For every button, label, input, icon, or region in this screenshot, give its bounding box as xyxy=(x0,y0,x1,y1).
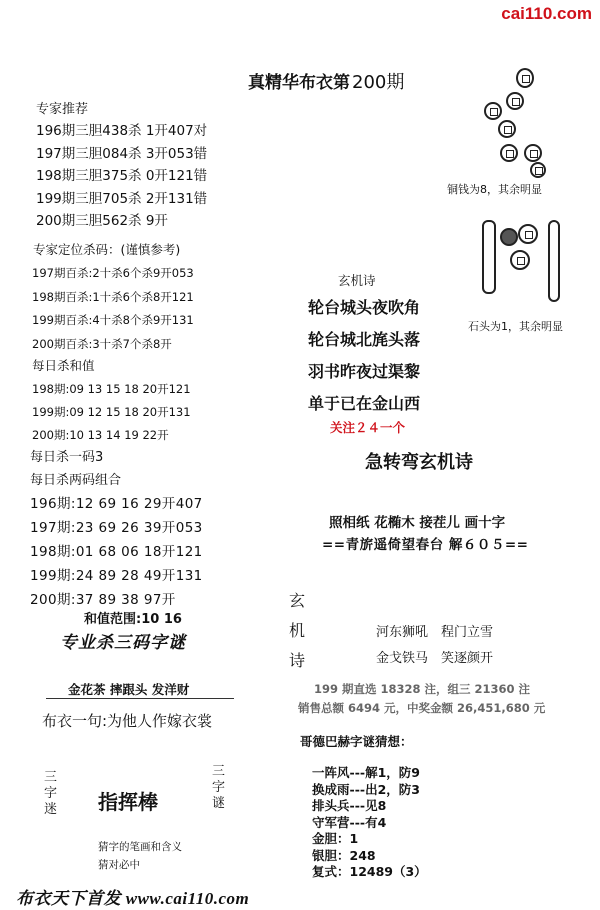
expert-line: 200期三胆562杀 9开 xyxy=(36,213,168,229)
coin-icon xyxy=(484,102,502,120)
expert-heading: 专家推荐 xyxy=(36,102,89,117)
xuanji-lines xyxy=(376,620,493,672)
xuanji-label: 玄机诗 xyxy=(338,273,376,288)
coin-icon xyxy=(524,144,542,162)
position-line: 197期百杀:2十杀6个杀9开053 xyxy=(32,266,194,280)
coin-icon xyxy=(500,144,518,162)
kill-two-line: 200期:37 89 38 97开 xyxy=(30,592,176,608)
coin-icon xyxy=(498,120,516,138)
pro-riddle-title: 专业杀三码字谜 xyxy=(60,633,186,653)
stone-icon xyxy=(500,228,518,246)
position-line: 199期百杀:4十杀8个杀9开131 xyxy=(32,313,194,327)
sum-heading: 每日杀和值 xyxy=(32,358,95,373)
position-heading: 专家定位杀码：(谨慎参考) xyxy=(33,242,181,257)
footer-publisher: 布衣天下首发 www.cai110.com xyxy=(16,889,250,908)
riddle-right-char: 字 xyxy=(212,780,226,795)
sum-range: 和值范围:10 16 xyxy=(84,612,182,627)
riddle-answer-zhihuibang: 指挥棒 xyxy=(98,790,158,814)
coin-icon xyxy=(506,92,524,110)
riddle-left-vertical xyxy=(44,770,57,818)
sum-line: 200期:10 13 14 19 22开 xyxy=(32,428,169,442)
site-watermark: cai110.com xyxy=(501,4,592,23)
kill-two-line: 196期:12 69 16 29开407 xyxy=(30,496,203,512)
poem-line: 轮台城头夜吹角 xyxy=(308,298,421,317)
stones-caption: 石头为1，其余明显 xyxy=(468,320,563,333)
stone-column-icon xyxy=(548,220,560,302)
kill-one-code: 每日杀一码3 xyxy=(30,450,104,465)
riddle-right-vertical xyxy=(212,764,225,812)
riddle-left-char: 字 xyxy=(44,786,58,801)
coin-icon xyxy=(518,224,538,244)
sum-line: 198期:09 13 15 18 20开121 xyxy=(32,382,191,396)
urgent-title: 急转弯玄机诗 xyxy=(365,452,473,473)
gothe-line: 排头兵---见8 xyxy=(312,798,387,813)
xuanji-vertical-char: 玄 xyxy=(289,591,306,610)
sales-info xyxy=(298,680,545,718)
xuanji-line: 金戈铁马 笑逐颜开 xyxy=(376,651,494,666)
stones-figure xyxy=(482,208,572,304)
kill-two-line: 199期:24 89 28 49开131 xyxy=(30,568,203,584)
guess-line: 猜对必中 xyxy=(98,859,140,871)
gothe-line: 复式：12489（3） xyxy=(312,864,427,879)
expert-line: 198期三胆375杀 0开121错 xyxy=(36,168,208,184)
poem-line: 轮台城北旄头落 xyxy=(308,330,421,349)
guess-notes xyxy=(98,838,182,874)
riddle-right-char: 谜 xyxy=(212,796,226,811)
title-issue: 200期 xyxy=(352,72,405,93)
coin-icon xyxy=(510,250,530,270)
gothe-list xyxy=(312,765,427,881)
coins-figure xyxy=(480,62,560,182)
xuanji-vertical-char: 诗 xyxy=(289,651,306,670)
gothe-line: 金胆：1 xyxy=(312,831,359,846)
poem xyxy=(308,292,420,420)
kill-two-line: 198期:01 68 06 18开121 xyxy=(30,544,203,560)
kill-two-line: 197期:23 69 26 39开053 xyxy=(30,520,203,536)
gothe-line: 银胆：248 xyxy=(312,847,376,863)
title-text: 真精华布衣第 xyxy=(248,73,350,93)
expert-line: 197期三胆084杀 3开053错 xyxy=(36,145,208,162)
expert-line: 196期三胆438杀 1开407对 xyxy=(36,123,208,139)
guess-line: 猜字的笔画和含义 xyxy=(98,841,182,853)
kill-two-list xyxy=(30,492,203,612)
gothe-heading: 哥德巴赫字谜猜想： xyxy=(300,734,413,749)
position-line: 198期百杀:1十杀6个杀8开121 xyxy=(32,289,194,304)
xuanji-vertical-char: 机 xyxy=(289,621,306,640)
coin-icon xyxy=(516,68,534,88)
coin-icon xyxy=(530,162,546,178)
xuanji-vertical xyxy=(289,586,305,676)
divider xyxy=(46,698,234,699)
riddle-left-char: 迷 xyxy=(44,802,58,817)
poem-line: 单于已在金山西 xyxy=(308,394,421,413)
expert-list xyxy=(36,120,207,233)
focus-hint: 关注２４一个 xyxy=(330,420,406,435)
buyi-sentence: 布衣一句:为他人作嫁衣裳 xyxy=(42,712,213,730)
qingxuan-line: ==青旂遥倚望春台 解６０５== xyxy=(322,537,529,553)
sum-line: 199期:09 12 15 18 20开131 xyxy=(32,405,191,419)
kill-two-heading: 每日杀两码组合 xyxy=(30,473,122,488)
gothe-line: 一阵风---解1，防9 xyxy=(312,765,420,780)
sales-line: 199 期直选 18328 注，组三 21360 注 xyxy=(314,682,531,696)
page-title xyxy=(248,68,404,94)
expert-line: 199期三胆705杀 2开131错 xyxy=(36,190,208,207)
sum-list xyxy=(32,378,191,447)
riddle-right-char: 三 xyxy=(212,764,226,779)
poem-line: 羽书昨夜过渠黎 xyxy=(308,362,421,381)
xuanji-line: 河东狮吼 程门立雪 xyxy=(376,625,494,640)
coins-caption: 铜钱为8，其余明显 xyxy=(447,183,542,196)
jinhua-line: 金花茶 摔跟头 发洋财 xyxy=(68,682,190,697)
position-list xyxy=(32,262,194,356)
riddle-left-char: 三 xyxy=(44,770,58,785)
gothe-line: 换成雨---出2，防3 xyxy=(312,781,420,797)
photo-riddle: 照相纸 花椭木 接茬儿 画十字 xyxy=(329,515,506,531)
gothe-line: 守军营---有4 xyxy=(312,814,387,830)
stone-column-icon xyxy=(482,220,496,294)
sales-line: 销售总额 6494 元，中奖金额 26,451,680 元 xyxy=(298,701,546,715)
position-line: 200期百杀:3十杀7个杀8开 xyxy=(32,336,172,351)
